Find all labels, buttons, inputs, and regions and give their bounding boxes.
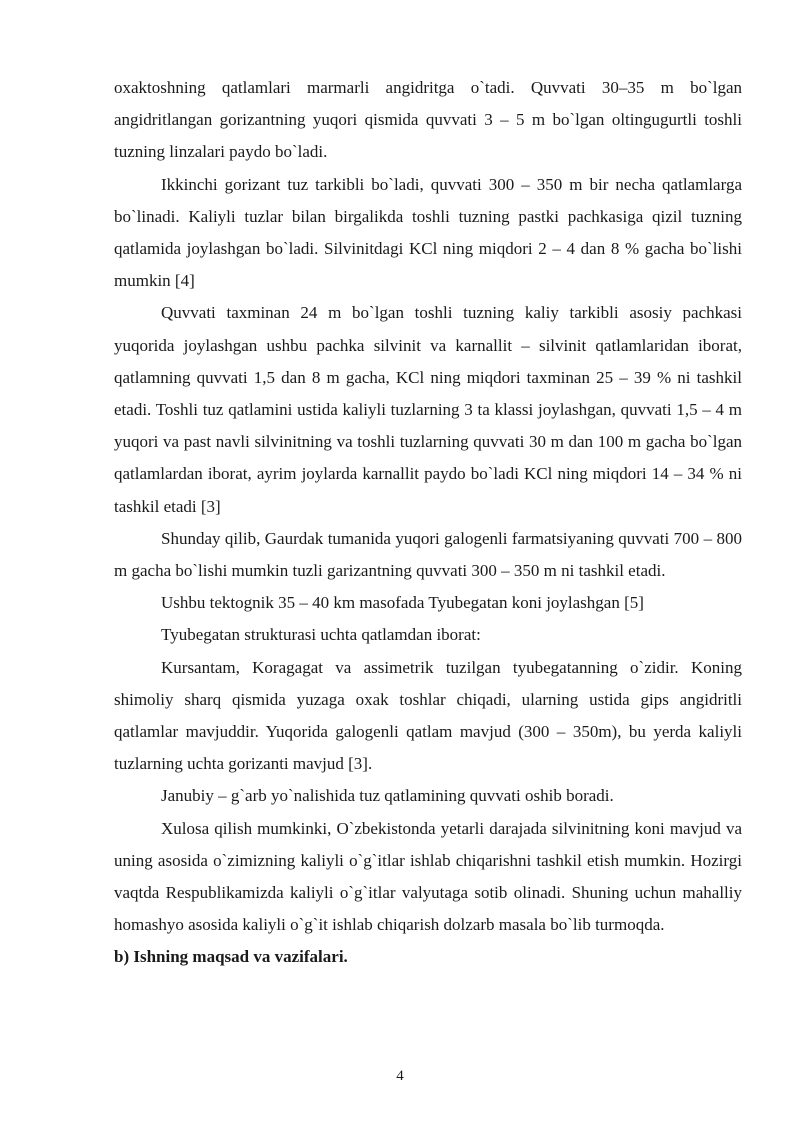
paragraph-potassium-pack: Quvvati taxminan 24 m bo`lgan toshli tuzning kaliy tarkibli asosiy pachkasi yuqorida joylashgan ushbu pachka silvinit va karnallit – silvinit qatlamlaridan iborat, qatlamning quvvati 1,5 dan 8 m gacha, KCl ning miqdori taxminan 25 – 39 % ni tashkil etadi. Toshli tuz qatlamini ustida kaliyli tuzlarning 3 ta klassi joylashgan, quvvati 1,5 – 4 m yuqori va past navli silvinitning va toshli tuzlarning quvvati 30 m dan 100 m gacha bo`lgan qatlamlardan iborat, ayrim joylarda karnallit paydo bo`ladi KCl ning miqdori 14 – 34 % ni tashkil etadi [3] [114,303,742,516]
section-heading: b) Ishning maqsad va vazifalari. [114,947,348,967]
paragraph-tyubegatan-structure: Tyubegatan strukturasi uchta qatlamdan iborat: [161,625,481,645]
paragraph-layers: Kursantam, Koragagat va assimetrik tuzilgan tyubegatanning o`zidir. Koning shimoliy sharq qismida yuzaga oxak toshlar chiqadi, ularning ustida gips angidritli qatlamlar mavjuddir. Yuqorida galogenli qatlam mavjud (300 – 350m), bu yerda kaliyli tuzlarning uchta gorizanti mavjud [3]. [114,657,742,774]
paragraph-second-horizon: Ikkinchi gorizant tuz tarkibli bo`ladi, quvvati 300 – 350 m bir necha qatlamlarga bo`linadi. Kaliyli tuzlar bilan birgalikda toshli tuzning pastki pachkasiga qizil tuzning qatlamida joylashgan bo`ladi. Silvinitdagi KCl ning miqdori 2 – 4 dan 8 % gacha bo`lishi mumkin [4] [114,174,742,291]
paragraph-gaurdak: Shunday qilib, Gaurdak tumanida yuqori galogenli farmatsiyaning quvvati 700 – 800 m gacha bo`lishi mumkin tuzli garizantning quvvati 300 – 350 m ni tashkil etadi. [114,528,742,581]
paragraph-continuation: oxaktoshning qatlamlari marmarli angidritga o`tadi. Quvvati 30–35 m bo`lgan angidritlangan gorizantning yuqori qismida quvvati 3 – 5 m bo`lgan oltingugurtli toshli tuzning linzalari paydo bo`ladi. [114,78,742,162]
paragraph-conclusion: Xulosa qilish mumkinki, O`zbekistonda yetarli darajada silvinitning koni mavjud va uning asosida o`zimizning kaliyli o`g`itlar ishlab chiqarishni tashkil etish mumkin. Hozirgi vaqtda Respublikamizda kaliyli o`g`itlar valyutaga sotib olinadi. Shuning uchun mahalliy homashyo asosida kaliyli o`g`it ishlab chiqarish dolzarb masala bo`lib turmoqda. [114,818,742,935]
body-text [114,72,742,974]
page-number: 4 [396,1068,404,1084]
paragraph-southwest: Janubiy – g`arb yo`nalishida tuz qatlamining quvvati oshib boradi. [161,786,614,806]
paragraph-tyubegatan-location: Ushbu tektognik 35 – 40 km masofada Tyubegatan koni joylashgan [5] [161,593,644,613]
